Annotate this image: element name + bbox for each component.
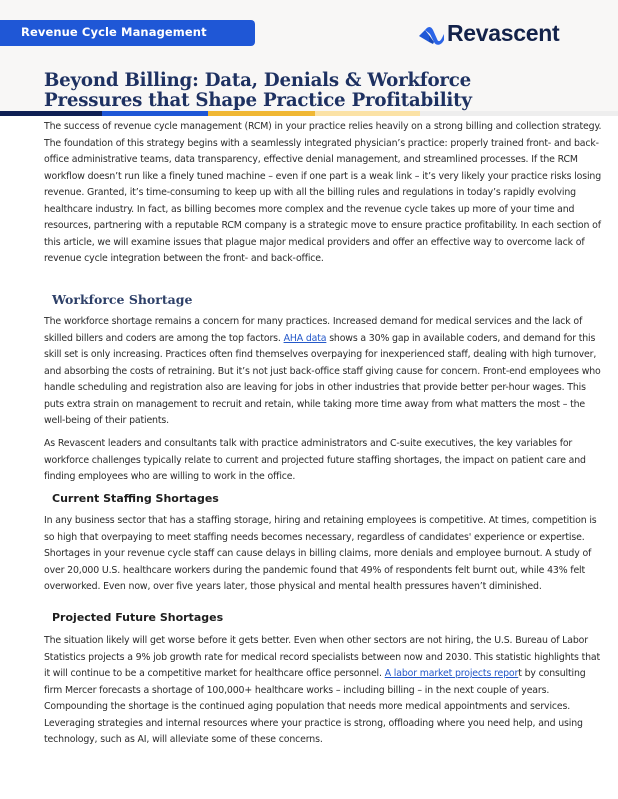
- category-badge: [0, 20, 255, 46]
- page-title: [44, 71, 604, 111]
- text-span: The situation likely will get worse before it gets better. Even when other sectors are not hiring, the U.S. Bureau of Labor Statistics projects a 9% job growth rate for medical record specialists between now and 2030. This statistic highlights that it will continue to be a competitive market for healthcare office personnel.: [44, 635, 601, 679]
- section-heading-projected: Projected Future Shortages: [52, 611, 224, 624]
- section-heading-current: Current Staffing Shortages: [52, 492, 219, 505]
- accent-bar-cream: [315, 111, 420, 116]
- accent-bar: [0, 111, 618, 116]
- accent-bar-navy: [0, 111, 102, 116]
- intro-paragraph: The success of revenue cycle management (RCM) in your practice relies heavily on a strong billing and collection strategy. The foundation of this strategy begins with a seamlessly integrated physician’s practice: properly trained front- and back-office administrative teams, data transparency, effective denial management, and streamlined processes. If the RCM workflow doesn’t run like a finely tuned machine – even if one part is a weak link – it’s very likely your practice risks losing revenue. Granted, it’s time-consuming to keep up with all the billing rules and regulations in today’s rapidly evolving healthcare industry. In fact, as billing becomes more complex and the revenue cycle takes up more of your time and resources, partnering with a reputable RCM company is a strategic move to ensure practice profitability. In each section of this article, we will examine issues that plague major medical providers and offer an effective way to overcome lack of revenue cycle integration between the front- and back-office.: [44, 121, 602, 264]
- section-heading-workforce: Workforce Shortage: [52, 292, 193, 307]
- projected-paragraph: [44, 633, 604, 749]
- accent-bar-gold: [208, 111, 315, 116]
- accent-bar-gray: [420, 111, 618, 116]
- title-line-2: Pressures that Shape Practice Profitability: [44, 90, 472, 111]
- text-span: The workforce shortage remains a concern for many practices. Increased demand for medical services and the lack of skilled billers and coders are among the top factors.: [44, 316, 583, 344]
- revascent-wave-icon: [418, 22, 446, 48]
- workforce-paragraph-2: As Revascent leaders and consultants talk with practice administrators and C-suite executives, the key variables for workforce challenges typically relate to current and projected future staffing shortages, the impact on patient care and finding employees who are willing to work in the office.: [44, 438, 586, 482]
- logo-text: Revascent: [447, 20, 560, 46]
- text-span: shows a 30% gap in available coders, and demand for this skill set is only increasing. Practices often find themselves overpaying for inexperienced staff, dealing with high turnover, and absorbing the costs of retraining. But it’s not just back-office staff giving cause for concern. Front-end employees who handle scheduling and registration also are leaving for jobs in other industries that provide better per-hour wages. This puts extra strain on management to recruit and retain, while taking more time away from what matters the most – the well-being of their patients.: [44, 332, 601, 426]
- aha-data-link[interactable]: AHA data: [283, 332, 327, 344]
- workforce-paragraph-1: [44, 314, 604, 430]
- text-span: t by consulting firm Mercer forecasts a shortage of 100,000+ healthcare works – including billing – in the next couple of years. Compounding the shortage is the continued aging population that needs more medical appointments and services. Leveraging strategies and internal resources where your practice is strong, offloading where you need help, and using technology, such as AI, will alleviate some of these concerns.: [44, 668, 586, 745]
- labor-market-report-link[interactable]: A labor market projects repor: [384, 668, 519, 679]
- category-badge-label: Revenue Cycle Management: [21, 25, 207, 39]
- current-paragraph: In any business sector that has a staffing storage, hiring and retaining employees is competitive. At times, competition is so high that overpaying to meet staffing needs becomes necessary, regardless of candidates' experience or expertise. Shortages in your revenue cycle staff can cause delays in billing claims, more denials and employee burnout. A study of over 20,000 U.S. healthcare workers during the pandemic found that 49% of respondents felt burnt out, while 43% felt overworked. Even now, over five years later, those physical and mental health pressures haven’t diminished.: [44, 515, 597, 592]
- title-line-1: Beyond Billing: Data, Denials & Workforce: [44, 70, 472, 91]
- accent-bar-blue: [102, 111, 208, 116]
